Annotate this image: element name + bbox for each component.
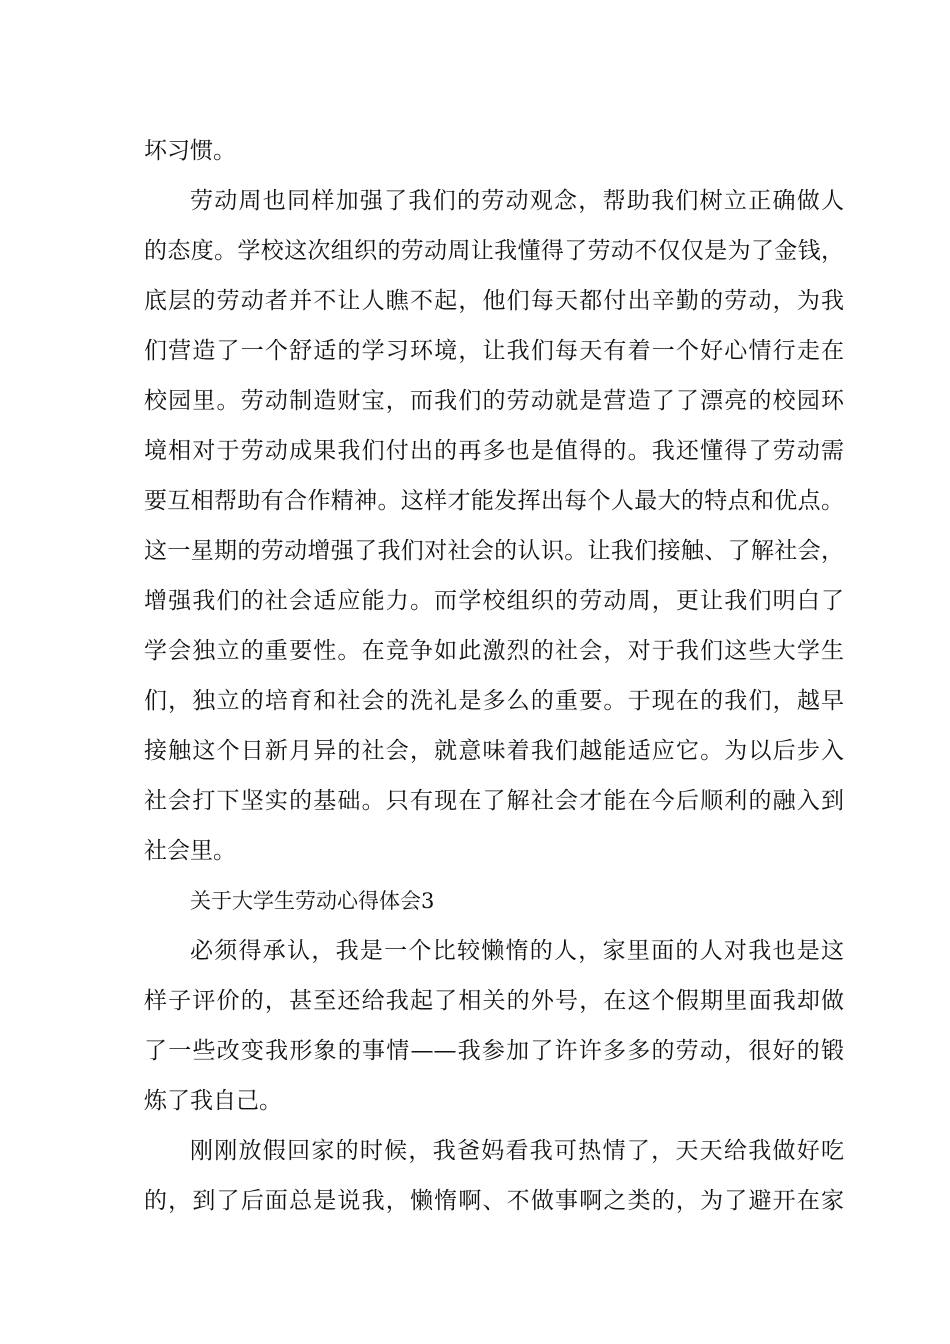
paragraph-line: 的态度。学校这次组织的劳动周让我懂得了劳动不仅仅是为了金钱， — [144, 238, 844, 264]
paragraph-line: 社会里。 — [144, 838, 236, 864]
paragraph-line: 这一星期的劳动增强了我们对社会的认识。让我们接触、了解社会， — [144, 538, 844, 564]
paragraph-line: 了一些改变我形象的事情——我参加了许许多多的劳动，很好的锻 — [144, 1038, 844, 1064]
paragraph-line: 底层的劳动者并不让人瞧不起，他们每天都付出辛勤的劳动，为我 — [144, 288, 844, 314]
paragraph-2 — [144, 176, 844, 876]
paragraph-line: 社会打下坚实的基础。只有现在了解社会才能在今后顺利的融入到 — [144, 788, 844, 814]
paragraph-line: 们，独立的培育和社会的洗礼是多么的重要。于现在的我们，越早 — [144, 688, 844, 714]
paragraph-line: 境相对于劳动成果我们付出的再多也是值得的。我还懂得了劳动需 — [144, 438, 844, 464]
section-heading: 关于大学生劳动心得体会3 — [190, 889, 435, 913]
paragraph-line: 学会独立的重要性。在竞争如此激烈的社会，对于我们这些大学生 — [144, 638, 844, 664]
paragraph-1 — [144, 126, 844, 176]
paragraph-line: 坏习惯。 — [144, 138, 236, 164]
paragraph-line: 校园里。劳动制造财宝，而我们的劳动就是营造了了漂亮的校园环 — [144, 388, 844, 414]
paragraph-line: 刚刚放假回家的时候，我爸妈看我可热情了，天天给我做好吃 — [190, 1138, 844, 1164]
paragraph-line: 要互相帮助有合作精神。这样才能发挥出每个人最大的特点和优点。 — [144, 488, 844, 514]
paragraph-line: 必须得承认，我是一个比较懒惰的人，家里面的人对我也是这 — [190, 938, 844, 964]
paragraph-line: 增强我们的社会适应能力。而学校组织的劳动周，更让我们明白了 — [144, 588, 844, 614]
paragraph-4 — [144, 1126, 844, 1226]
paragraph-line: 的，到了后面总是说我，懒惰啊、不做事啊之类的，为了避开在家 — [144, 1188, 844, 1214]
document-body — [144, 126, 844, 1226]
paragraph-line: 们营造了一个舒适的学习环境，让我们每天有着一个好心情行走在 — [144, 338, 844, 364]
paragraph-3 — [144, 926, 844, 1126]
paragraph-line: 样子评价的，甚至还给我起了相关的外号，在这个假期里面我却做 — [144, 988, 844, 1014]
paragraph-line: 劳动周也同样加强了我们的劳动观念，帮助我们树立正确做人 — [190, 188, 844, 214]
paragraph-line: 接触这个日新月异的社会，就意味着我们越能适应它。为以后步入 — [144, 738, 844, 764]
paragraph-line: 炼了我自己。 — [144, 1088, 282, 1114]
